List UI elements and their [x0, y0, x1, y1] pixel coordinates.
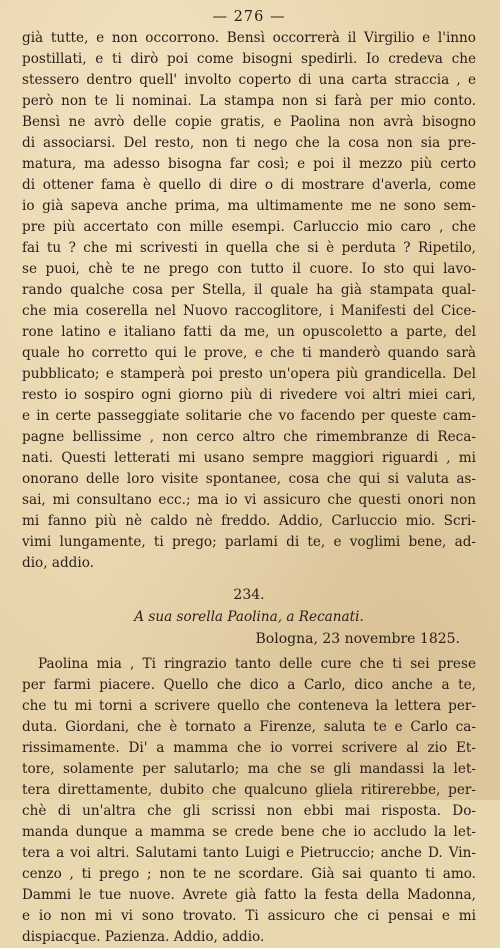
text-line: e in certe passeggiate solitarie che vo facendo per queste cam- [22, 408, 476, 424]
letter-number: 234. [233, 587, 265, 603]
text-line: tore, solamente per salutarlo; ma che se gli mandassi la let- [22, 761, 476, 777]
text-line: postillati, e ti dirò poi come bisogni spedirli. Io credeva che [22, 51, 476, 67]
text-line: rissimamente. Di' a mamma che io vorrei scrivere al zio Et- [22, 740, 476, 756]
text-line: fai tu ? che mi scrivesti in quella che si è perduta ? Ripetilo, [22, 240, 476, 256]
text-line: Paolina mia , Ti ringrazio tanto delle cure che ti sei prese [38, 656, 476, 672]
text-line: rando qualche cosa per Stella, il quale ha già stampata qual- [22, 282, 476, 298]
text-line: manda dunque a mamma se crede bene che io accludo la let- [22, 824, 476, 840]
text-line: che mia coserella nel Nuovo raccoglitore, i Manifesti del Cice- [22, 303, 476, 319]
text-line: quale ho corretto qui le prove, e che ti manderò quando sarà [22, 345, 476, 361]
text-line: se puoi, chè te ne prego con tutto il cuore. Io sto qui lavo- [22, 261, 476, 277]
text-line: che tu mi torni a scrivere quello che conteneva la lettera per- [22, 698, 476, 714]
text-line: per farmi piacere. Quello che dico a Carlo, dico anche a te, [22, 677, 476, 693]
text-line: nati. Questi letterati mi usano sempre maggiori riguardi , mi [22, 450, 476, 466]
text-line: e io non mi vi sono trovato. Ti assicuro che ci pensai e mi [22, 908, 476, 924]
text-line: Bensì ne avrò delle copie gratis, e Paolina non avrà bisogno [22, 114, 476, 130]
letter-234-body [22, 654, 476, 948]
text-line: onorano delle loro visite spontanee, cosa che qui si valuta as- [22, 471, 476, 487]
text-line: vimi lungamente, ti prego; parlami di te, e voglimi bene, ad- [22, 534, 476, 550]
text-line: mi fanno più nè caldo nè freddo. Addio, Carluccio mio. Scri- [22, 513, 476, 529]
text-line: tera direttamente, dubito che qualcuno gliela ritirerebbe, per- [22, 782, 476, 798]
text-line: io già sapeva anche prima, ma ultimamente me ne sono sem- [22, 198, 476, 214]
text-line: duta. Giordani, che è tornato a Firenze, saluta te e Carlo ca- [22, 719, 476, 735]
letter-233-tail [22, 28, 476, 574]
letter-title: A sua sorella Paolina, a Recanati. [134, 609, 364, 625]
text-line: pre più accertato con mille esempi. Carluccio mio caro , che [22, 219, 476, 235]
text-line: di associarsi. Del resto, non ti nego che la cosa non sia pre- [22, 135, 476, 151]
text-line: di ottener fama è quello di dire o di mostrare d'averla, come [22, 177, 476, 193]
letter-dateline: Bologna, 23 novembre 1825. [255, 631, 460, 647]
text-line: cenzo , ti prego ; non te ne scordare. Già sai quanto ti amo. [22, 866, 476, 882]
text-line: pubblicato; e stamperà poi presto un'opera più grandicella. Del [22, 366, 476, 382]
text-line: chè di un'altra che gli scrissi non ebbi mai risposta. Do- [22, 803, 476, 819]
text-line: resto io sospiro ogni giorno più di rivedere voi altri miei cari, [22, 387, 476, 403]
text-line: matura, ma adesso bisogna far così; e poi il mezzo più certo [22, 156, 476, 172]
page-number: — 276 — [212, 9, 286, 25]
text-line: però non te li nominai. La stampa non si farà per mio conto. [22, 93, 476, 109]
text-line: stessero dentro quell' involto coperto di una carta straccia , e [22, 72, 476, 88]
text-line: già tutte, e non occorrono. Bensì occorrerà il Virgilio e l'inno [22, 30, 476, 46]
text-line: rone latino e italiano fatti da me, un opuscoletto a parte, del [22, 324, 476, 340]
text-line: pagne bellissime , non cerco altro che rimembranze di Reca- [22, 429, 476, 445]
text-line: dispiacque. Pazienza. Addio, addio. [22, 929, 265, 945]
text-line: Dammi le tue nuove. Avrete già fatto la festa della Madonna, [22, 887, 476, 903]
text-line: sai, mi consultano ecc.; ma io vi assicuro che questi onori non [22, 492, 476, 508]
text-line: tera a voi altri. Salutami tanto Luigi e Pietruccio; anche D. Vin- [22, 845, 476, 861]
text-line: dio, addio. [22, 555, 94, 571]
